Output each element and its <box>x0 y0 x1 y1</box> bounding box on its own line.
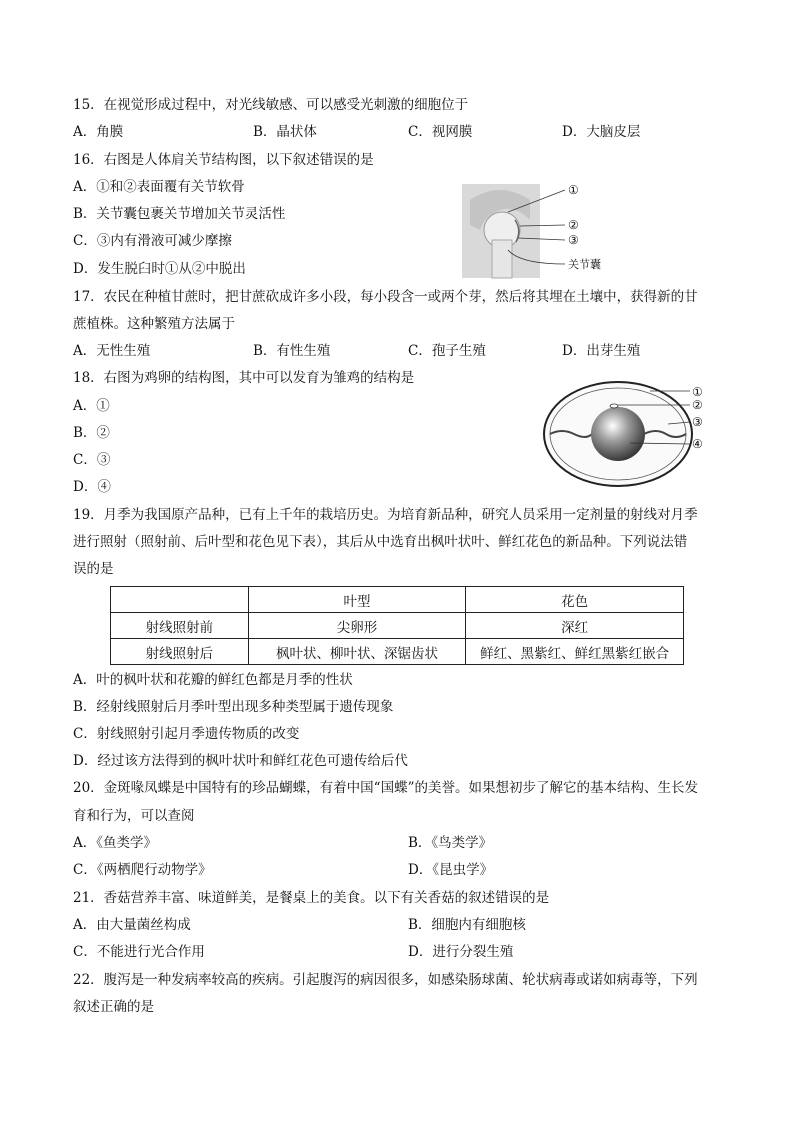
egg-structure-figure <box>540 378 710 493</box>
egg-label-4: ④ <box>692 437 703 451</box>
shoulder-label-1: ① <box>568 183 579 197</box>
q15-option-d: D．大脑皮层 <box>562 124 641 140</box>
q22-stem-line2: 叙述正确的是 <box>73 999 154 1015</box>
germinal-disc <box>610 404 618 408</box>
q16-stem: 16．右图是人体肩关节结构图，以下叙述错误的是 <box>73 152 374 168</box>
q19-stem-line2: 进行照射（照射前、后叶型和花色见下表），其后从中选育出枫叶状叶、鲜红花色的新品种。下列说法错 <box>73 534 688 550</box>
q19-option-c: C．射线照射引起月季遗传物质的改变 <box>73 726 300 742</box>
q17-stem-line2: 蔗植株。这种繁殖方法属于 <box>73 316 235 332</box>
shoulder-label-3: ③ <box>568 233 579 247</box>
q21-option-a: A．由大量菌丝构成 <box>73 917 191 933</box>
q17-option-b: B．有性生殖 <box>253 343 331 359</box>
q19-option-b: B．经射线照射后月季叶型出现多种类型属于遗传现象 <box>73 699 394 715</box>
q21-option-b: B．细胞内有细胞核 <box>408 917 526 933</box>
q16-option-a: A．①和②表面覆有关节软骨 <box>73 179 245 195</box>
q18-option-d: D．④ <box>73 479 111 495</box>
table-cell: 尖卵形 <box>248 613 466 639</box>
q20-option-c: C．《两栖爬行动物学》 <box>73 862 212 878</box>
humerus-shaft <box>492 240 512 278</box>
q18-stem: 18．右图为鸡卵的结构图，其中可以发育为雏鸡的结构是 <box>73 370 415 386</box>
q18-option-b: B．② <box>73 425 110 441</box>
q17-option-c: C．孢子生殖 <box>408 343 486 359</box>
q15-stem: 15．在视觉形成过程中，对光线敏感、可以感受光刺激的细胞位于 <box>73 97 469 113</box>
table-header-row <box>111 587 684 613</box>
q17-option-a: A．无性生殖 <box>73 343 151 359</box>
q17-stem-line1: 17．农民在种植甘蔗时，把甘蔗砍成许多小段，每小段含一或两个芽，然后将其埋在土壤中，获得新的甘 <box>73 289 698 305</box>
table-cell: 射线照射后 <box>111 639 249 665</box>
egg-yolk <box>591 407 645 461</box>
shoulder-joint-figure <box>460 180 620 280</box>
q19-stem-line3: 误的是 <box>73 561 114 577</box>
table-cell: 深红 <box>466 613 684 639</box>
egg-label-3: ③ <box>692 415 703 429</box>
table-header-cell: 叶型 <box>248 587 466 613</box>
q15-option-b: B．晶状体 <box>253 124 317 140</box>
q19-option-a: A．叶的枫叶状和花瓣的鲜红色都是月季的性状 <box>73 672 353 688</box>
q17-option-d: D．出芽生殖 <box>562 343 641 359</box>
q16-option-c: C．③内有滑液可减少摩擦 <box>73 233 232 249</box>
egg-label-1: ① <box>692 385 703 399</box>
table-row <box>111 639 684 665</box>
egg-label-2: ② <box>692 398 703 412</box>
table-cell: 射线照射前 <box>111 613 249 639</box>
q18-option-c: C．③ <box>73 452 111 468</box>
q20-option-a: A．《鱼类学》 <box>73 835 157 851</box>
q22-stem-line1: 22．腹泻是一种发病率较高的疾病。引起腹泻的病因很多，如感染肠球菌、轮状病毒或诺如病毒等，下列 <box>73 972 698 988</box>
table-header-cell: 花色 <box>466 587 684 613</box>
q18-option-a: A．① <box>73 398 110 414</box>
q19-option-d: D．经过该方法得到的枫叶状叶和鲜红花色可遗传给后代 <box>73 753 408 769</box>
q16-option-d: D．发生脱臼时①从②中脱出 <box>73 261 246 277</box>
q21-option-d: D．进行分裂生殖 <box>408 944 514 960</box>
q20-stem-line2: 育和行为，可以查阅 <box>73 808 195 824</box>
table-row <box>111 613 684 639</box>
q15-option-c: C．视网膜 <box>408 124 473 140</box>
q21-option-c: C．不能进行光合作用 <box>73 944 205 960</box>
q20-stem-line1: 20．金斑喙凤蝶是中国特有的珍品蝴蝶，有着中国“国蝶”的美誉。如果想初步了解它的基本结构、生长发 <box>73 780 698 796</box>
q15-option-a: A．角膜 <box>73 124 124 140</box>
q19-table <box>110 586 684 665</box>
table-cell: 枫叶状、柳叶状、深锯齿状 <box>248 639 466 665</box>
shoulder-label-2: ② <box>568 218 579 232</box>
q16-option-b: B．关节囊包裹关节增加关节灵活性 <box>73 206 286 222</box>
shoulder-label-capsule: 关节囊 <box>568 258 601 271</box>
q21-stem: 21．香菇营养丰富、味道鲜美，是餐桌上的美食。以下有关香菇的叙述错误的是 <box>73 890 550 906</box>
q20-option-d: D．《昆虫学》 <box>408 862 494 878</box>
table-header-cell <box>111 587 249 613</box>
table-cell: 鲜红、黑紫红、鲜红黑紫红嵌合 <box>466 639 684 665</box>
q19-stem-line1: 19．月季为我国原产品种，已有上千年的栽培历史。为培育新品种，研究人员采用一定剂量的射线对月季 <box>73 507 698 523</box>
q20-option-b: B．《鸟类学》 <box>408 835 493 851</box>
